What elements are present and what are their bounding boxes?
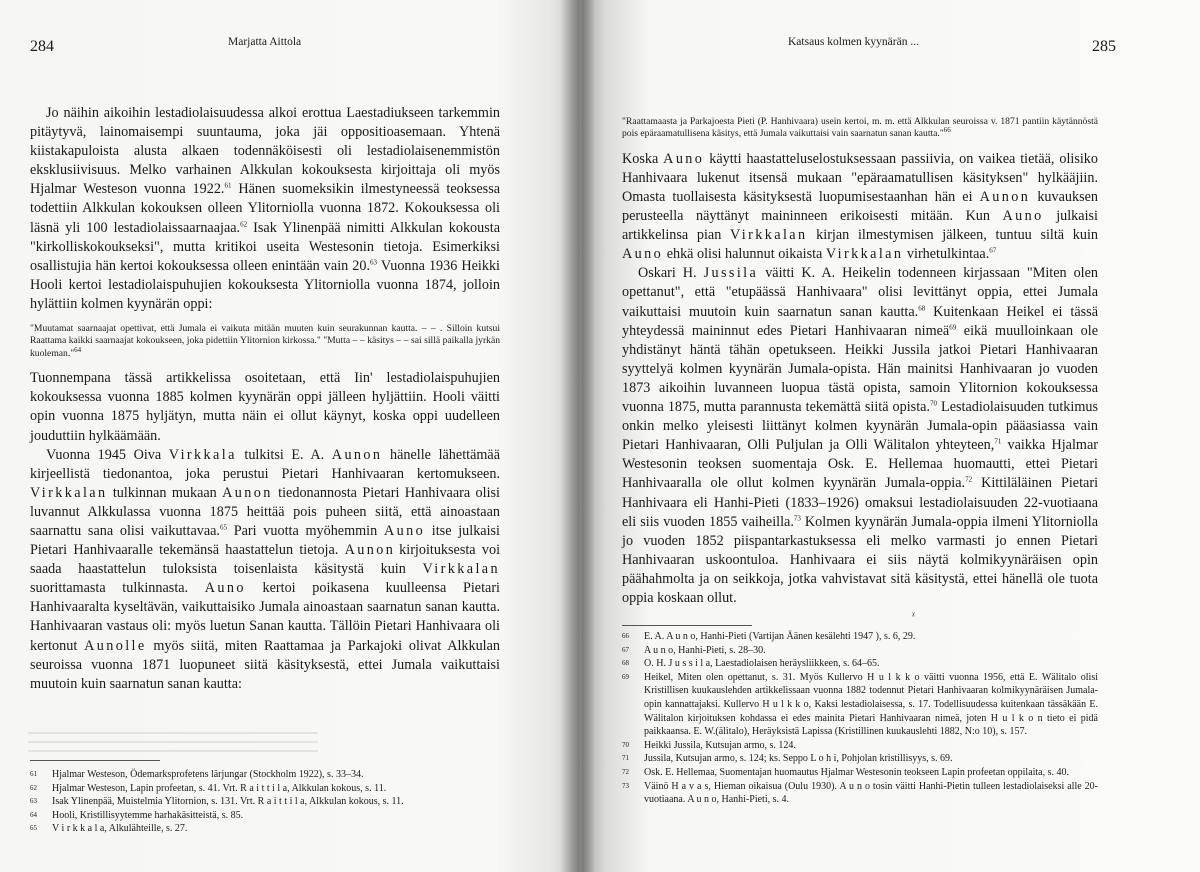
footnote-rule [622,625,752,626]
footnote: 67 A u n o, Hanhi-Pieti, s. 28–30. [622,644,766,656]
footnote-ref[interactable]: 71 [994,437,1002,446]
footnote: 71 Jussila, Kutsujan armo, s. 124; ks. Seppo L o h i, Pohjolan kristillisyys, s. 69. [622,753,953,765]
paragraph: Jo näihin aikoihin lestadiolaisuudessa alkoi erottua Laestadiukseen tarkemmin pitäytyvä, lainomaisempi suuntauma, joka jäi oppositioasemaan. Yhtenä kiistakapuloista alusta alkaen todennäköisesti oli lestadiolaisenemmistön eksklusiivisuus. Melko varhainen Alkkulan kokouksesta kirjoittaja oli myös Hjalmar Westeson vuonna 1922.61 Hänen suomeksikin ilmestyneessä teoksessa todettiin Alkkulan kokouksen olleen Ylitorniolla vuonna 1872. Kokouksessa oli läsnä yli 100 lestadiolaissaarnaajaa.$^{62}$ Isak Ylinenpää nimitti Alkkulan kokousta "kirkolliskokoukseksi", mutta kritikoi useita Westesonin tietoja. Esimerkiksi osallistujia hän kertoi kokouksessa olleen enintään vain 20.63 Vuonna 1936 Heikki Hooli kertoi lestadiolaispuhujien kokouksesta Ylitorniolla vuonna 1874, jolloin hylättiin kolmen kyynärän oppi: [30,105,501,312]
footnote: 63 Isak Ylinenpää, Muistelmia Ylitornion, s. 131. Vrt. R a i t t i l a, Alkkulan kokous, s. 11. [30,796,404,808]
bleed-through [28,732,318,758]
footnote: 61 Hjalmar Westeson, Ödemarksprofetens lärjungar (Stockholm 1922), s. 33–34. [30,769,364,780]
footnote-ref[interactable]: 61 [224,181,232,190]
page-number: 284 [30,38,54,55]
right-page [582,0,1200,872]
footnote: 73 Väinö H a v a s, Hieman oikaisua (Oulu 1930). A u n o tosin väitti Hanhi-Pietin tulleen lestadiolaiseksi alle 20-vuotiaana. A u n o, Hanhi-Pieti, s. 4. [622,780,1098,806]
running-head: Marjatta Aittola [228,36,302,48]
left-page [0,0,582,872]
footnote: 65 V i r k k a l a, Alkulähteille, s. 27. [30,823,188,835]
paragraph: Vuonna 1945 Oiva Virkkala tulkitsi E. A. Aunon hänelle lähettämää kirjeellistä tiedonantoa, joka perustui Pietari Hanhivaaran kertomukseen. Virkkalan tulkinnan mukaan Aunon tiedonannosta Pietari Hanhivaara olisi luvannut Alkkulassa vuonna 1875 heittää pois puheen siitä, että ainoastaan saarnattu sana olisi vaikuttavaa.$^{65}$ Pari vuotta myöhemmin Auno itse julkaisi Pietari Hanhivaaralle tekemänsä haastattelun tietoja. Aunon kirjoituksesta voi saada haastattelun tuloksista toisenlaista käsitystä kuin Virkkalan suorittamasta tulkinnasta. Auno kertoi poikasena kuulleensa Pietari Hanhivaaralta kyseltävän, vaikuttaisiko Jumala ainoastaan saarnatun sanan kautta. Hanhivaaran vastaus oli: myös luetun Sanan kautta. Tällöin Pietari Hanhivaara oli kertonut Aunolle myös siitä, miten Raattamaa ja Parkajoki olivat Alkkulan seuroissa vuonna 1871 luopuneet siitä käsityksestä, ettei Jumala vaikuttaisi muutoin kuin saarnatun sanan kautta: [30,446,501,692]
footnote-ref[interactable]: 72 [965,475,973,484]
paragraph: Koska Auno käytti haastatteluselostuksessaan passiivia, on vaikea tietää, olisiko Hanhivaara lukenut itsensä mukaan "epäraamatullisen käsityksen" hylkääjiin. Omasta tuollaisesta käsityksestä luopumisestaanhan hän ei Aunon kuvauksen perusteella näyttänyt maininneen erikoisesti mitään. Kun Auno julkaisi artikkelinsa pian Virkkalan kirjan ilmestymisen jälkeen, tuntuu siltä kuin Auno ehkä olisi halunnut oikaista Virkkalan virhetulkintaa.$^{67}$ [622,150,1098,263]
block-quote: "Muutamat saarnaajat opettivat, että Jumala ei vaikuta mitään muuten kuin seurakunnan kautta. – – . Silloin kutsui Raattama kaikki saarnaajat kokoukseen, joka pidettiin Ylitornion kirkossa." "Mutta – – käsitys – – sai sillä paikalla jyrkän kuoleman."$^{64}$ [30,323,500,359]
footnote-ref[interactable]: 70 [930,399,937,408]
stray-mark: ᵡ [912,610,915,621]
footnote-ref[interactable]: 64 [74,345,82,354]
paragraph: Oskari H. Jussila väitti K. A. Heikelin todenneen kirjassaan "Miten olen opettanut", että "etupäässä Hanhivaara" olisi levittänyt oppia, ettei Jumala vaikuttaisi muutoin kuin saarnatun sanan kautta.$^{68}$ Kuitenkaan Heikel ei tässä yhteydessä maininnut edes Pietari Hanhivaaran nimeä$^{69}$ eikä muulloinkaan ole yhdistänyt häntä tähän opetukseen. Heikki Jussila jatkoi Pietari Hanhivaaran syyttelyä kolmen kyynärän Jumala-opista. Hän mainitsi Hanhivaaran jo vuoden 1873 aikoihin luvanneen luopua tästä opista, samoin Ylitornion kokouksessa vuonna 1875, mutta parannusta tekemättä siitä opista.$^{70}$ Lestadiolaisuuden tutkimus onkin melko yleisesti liittänyt kolmen kyynärän Jumala-opin pääasiassa vain Pietari Hanhivaaran, Olli Puljulan ja Olli Wälitalon yhteyteen,$^{71}$ vaikka Hjalmar Westesonin teoksen suomentaja Osk. E. Hellemaa huomautti, ettei Pietari Hanhivaaralla ole ollut kolmen kyynärän Jumala-oppia.$^{72}$ Kittiläläinen Pietari Hanhivaara eli Hanhi-Pieti (1833–1926) omaksui lestadiolaisuuden 22-vuotiaana eli siis vuoden 1855 vaiheilla.$^{73}$ Kolmen kyynärän Jumala-oppia ilmeni Ylitorniolla jo vuoden 1852 piispantarkastuksessa eli melko varmasti jo ennen Pietari Hanhivaaran uskoontuloa. Hanhivaara ei siis näytä kolmikyynäräisen opin päähahmolta ja on seikkoja, jotka vahvistavat sitä käsitystä, ettei hänellä ole tuota oppia koskaan ollut. [622,265,1099,606]
footnote-ref[interactable]: 69 [949,322,957,331]
page-number: 285 [1092,38,1116,55]
footnotes [622,630,1098,807]
body-text [30,104,500,694]
footnotes [30,768,500,836]
footnote-ref[interactable]: 62 [240,219,248,228]
footnote: 72 Osk. E. Hellemaa, Suomentajan huomautus Hjalmar Westesonin teokseen Lapin profeetan oppilaita, s. 40. [622,766,1070,778]
book-gutter [560,0,594,872]
footnote-ref[interactable]: 63 [370,258,378,267]
footnote: 70 Heikki Jussila, Kutsujan armo, s. 124. [622,739,796,751]
footnote-ref[interactable]: 66 [943,126,951,135]
footnote-ref[interactable]: 67 [989,246,997,255]
footnote: 62 Hjalmar Westeson, Lapin profeetan, s. 41. Vrt. R a i t t i l a, Alkkulan kokous, s. 11. [30,782,387,794]
footnote: 66 E. A. A u n o, Hanhi-Pieti (Vartijan Äänen kesälehti 1947 ), s. 6, 29. [622,631,916,642]
footnote-rule [30,760,160,761]
running-head: Katsaus kolmen kyynärän ... [788,36,919,48]
footnote: 64 Hooli, Kristillisyytemme harhakäsitteistä, s. 85. [30,809,244,821]
footnote-ref[interactable]: 73 [793,513,801,522]
block-quote: "Raattamaasta ja Parkajoesta Pieti (P. Hanhivaara) usein kertoi, m. m. että Alkkulan seuroissa v. 1871 pantiin käytännöstä pois epäraamatullisena käsitys, että Jumala vaikuttaisi vain saarnatun sanan kautta."$^{66}$ [622,116,1098,140]
body-text [622,116,1098,608]
footnote: 68 O. H. J u s s i l a, Laestadiolaisen heräysliikkeen, s. 64–65. [622,658,880,670]
paragraph: Tuonnempana tässä artikkelissa osoitetaan, että Iin' lestadiolaispuhujien kokouksessa vuonna 1885 kolmen kyynärän oppi jälleen hyljättiin. Hooli väitti opin vuonna 1875 hyljätyn, mutta näin ei ollut käynyt, koska oppi uudelleen jouduttiin hylkäämään. [30,370,500,444]
footnote-ref[interactable]: 65 [219,523,227,532]
footnote-ref[interactable]: 68 [918,303,926,312]
footnote: 69 Heikel, Miten olen opettanut, s. 31. Myös Kullervo H u l k k o väitti vuonna 1956, että E. Wälitalo olisi Kristillisen kuukauslehden artikkelissaan vuonna 1882 todennut Pietari Hanhivaaran kolmikyynäräisen Jumala-opin kannattajaksi. Kullervo H u l k k o, Kaksi lestadiolaisessa, s. 17. Todellisuudessa kuitenkaan tässäkään E. Wälitalon kirjoituksen kohdassa ei edes mainita Pietari Hanhivaaran nimeä, joten H u l k o n tieto ei pidä paikkaansa. E. W.(älitalo), Heräyksistä Lapissa (Kristillinen kuukauslehti 1882, N:o 10), s. 157. [622,671,1098,738]
